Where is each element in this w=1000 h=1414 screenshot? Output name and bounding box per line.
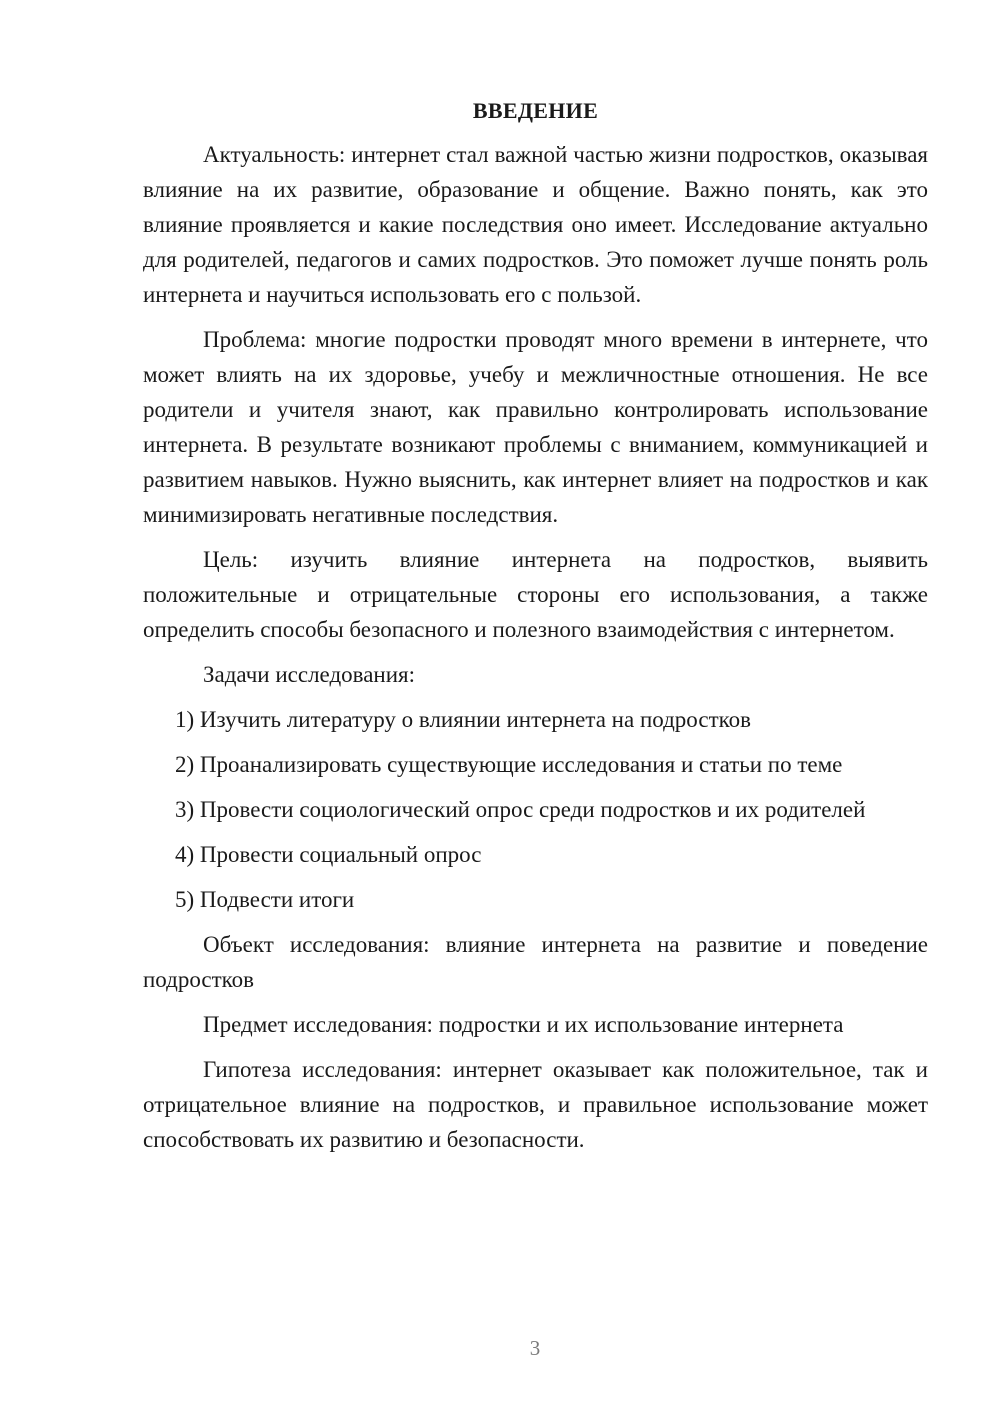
list-item: 3) Провести социологический опрос среди подростков и их родителей xyxy=(175,797,866,822)
tasks-heading: Задачи исследования: xyxy=(203,662,416,687)
list-item: 2) Проанализировать существующие исследования и статьи по теме xyxy=(175,752,843,777)
list-item: 5) Подвести итоги xyxy=(175,887,355,912)
problem-paragraph: Проблема: многие подростки проводят много времени в интернете, что может влиять на их здоровье, учебу и межличностные отношения. Не все родители и учителя знают, как правильно контролировать использование интернета. В результате возникают проблемы с вниманием, коммуникацией и развитием навыков. Нужно выяснить, как интернет влияет на подростков и как минимизировать негативные последствия. xyxy=(143,327,928,527)
page-number: 3 xyxy=(529,1336,541,1360)
list-item: 4) Провести социальный опрос xyxy=(175,842,482,867)
object-paragraph: Объект исследования: влияние интернета на развитие и поведение подростков xyxy=(143,932,928,992)
subject-paragraph: Предмет исследования: подростки и их использование интернета xyxy=(203,1012,844,1037)
relevance-paragraph: Актуальность: интернет стал важной частью жизни подростков, оказывая влияние на их развитие, образование и общение. Важно понять, как это влияние проявляется и какие последствия оно имеет. Исследование актуально для родителей, педагогов и самих подростков. Это поможет лучше понять роль интернета и научиться использовать его с пользой. xyxy=(143,142,928,307)
goal-paragraph: Цель: изучить влияние интернета на подростков, выявить положительные и отрицательные стороны его использования, а также определить способы безопасного и полезного взаимодействия с интернетом. xyxy=(143,547,928,642)
page-title: ВВЕДЕНИЕ xyxy=(472,98,599,123)
hypothesis-paragraph: Гипотеза исследования: интернет оказывает как положительное, так и отрицательное влияние на подростков, и правильное использование может способствовать их развитию и безопасности. xyxy=(143,1057,928,1152)
tasks-list xyxy=(143,702,928,917)
list-item: 1) Изучить литературу о влиянии интернета на подростков xyxy=(175,707,751,732)
page-content xyxy=(143,95,928,1167)
